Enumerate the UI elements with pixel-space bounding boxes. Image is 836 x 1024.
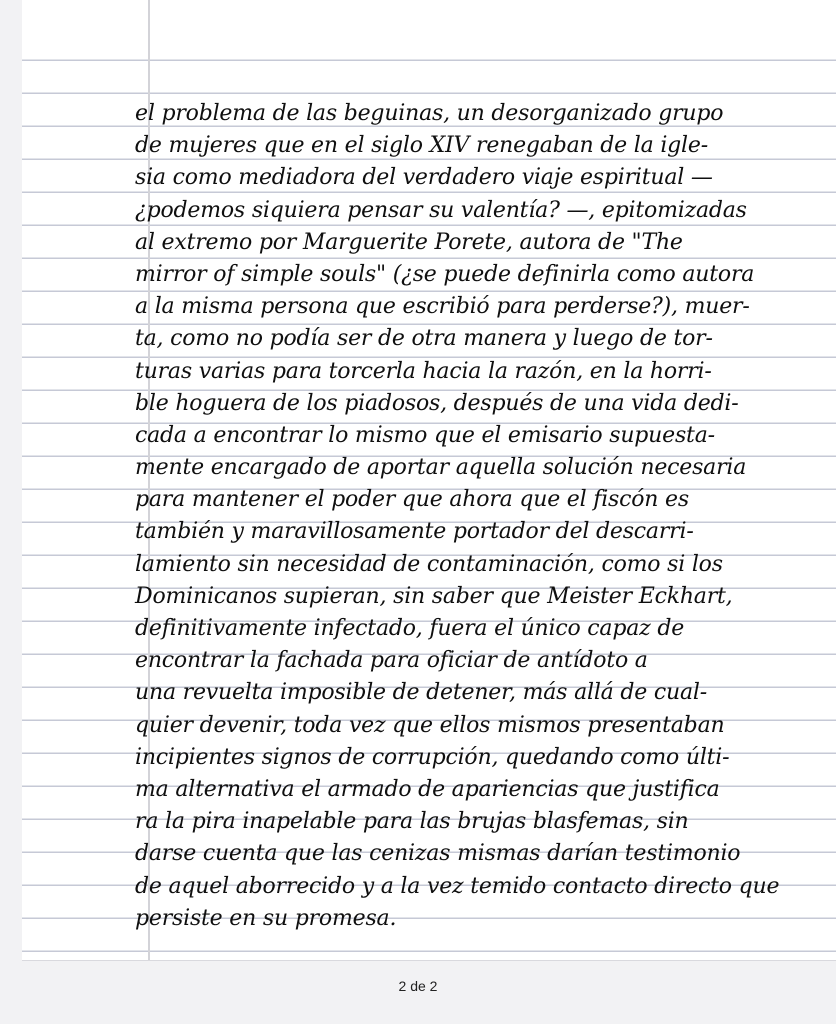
text-line: ble hoguera de los piadosos, después de una vida dedi- bbox=[135, 390, 739, 416]
text-line: turas varias para torcerla hacia la razón, en la horri- bbox=[135, 358, 712, 384]
text-line: cada a encontrar lo mismo que el emisario supuesta- bbox=[135, 422, 715, 448]
text-line: ma alternativa el armado de apariencias que justifica bbox=[135, 776, 720, 802]
text-line: encontrar la fachada para oficiar de antídoto a bbox=[135, 648, 648, 674]
text-line: lamiento sin necesidad de contaminación, como si los bbox=[135, 551, 723, 577]
text-line: persiste en su promesa. bbox=[135, 905, 397, 931]
text-line: de mujeres que en el siglo XIV renegaban de la igle- bbox=[135, 133, 708, 159]
text-line: para mantener el poder que ahora que el fiscón es bbox=[135, 487, 689, 513]
text-line: al extremo por Marguerite Porete, autora de "The bbox=[135, 229, 683, 255]
text-line: darse cuenta que las cenizas mismas darían testimonio bbox=[135, 841, 741, 867]
text-line: ra la pira inapelable para las brujas blasfemas, sin bbox=[135, 809, 689, 835]
text-line: Dominicanos supieran, sin saber que Meister Eckhart, bbox=[135, 583, 733, 609]
text-line: sia como mediadora del verdadero viaje espiritual — bbox=[135, 165, 713, 191]
text-line: a la misma persona que escribió para perderse?), muer- bbox=[135, 294, 750, 320]
text-line: mirror of simple souls" (¿se puede definirla como autora bbox=[135, 261, 755, 287]
page-top-margin bbox=[22, 0, 836, 28]
text-line: también y maravillosamente portador del descarri- bbox=[135, 519, 694, 545]
text-line: una revuelta imposible de detener, más allá de cual- bbox=[135, 680, 707, 706]
text-line: mente encargado de aportar aquella solución necesaria bbox=[135, 455, 747, 481]
text-line: de aquel aborrecido y a la vez temido contacto directo que bbox=[135, 873, 780, 899]
page-number: 2 de 2 bbox=[398, 978, 438, 994]
text-line: definitivamente infectado, fuera el único capaz de bbox=[135, 616, 685, 641]
text-line: el problema de las beguinas, un desorganizado grupo bbox=[135, 101, 724, 126]
text-line: incipientes signos de corrupción, quedando como últi- bbox=[135, 744, 730, 770]
text-line: ta, como no podía ser de otra manera y luego de tor- bbox=[135, 326, 713, 352]
text-line: ¿podemos siquiera pensar su valentía? —, epitomizadas bbox=[135, 197, 747, 223]
text-line: quier devenir, toda vez que ellos mismos presentaban bbox=[135, 712, 725, 738]
handwritten-text bbox=[135, 98, 800, 935]
